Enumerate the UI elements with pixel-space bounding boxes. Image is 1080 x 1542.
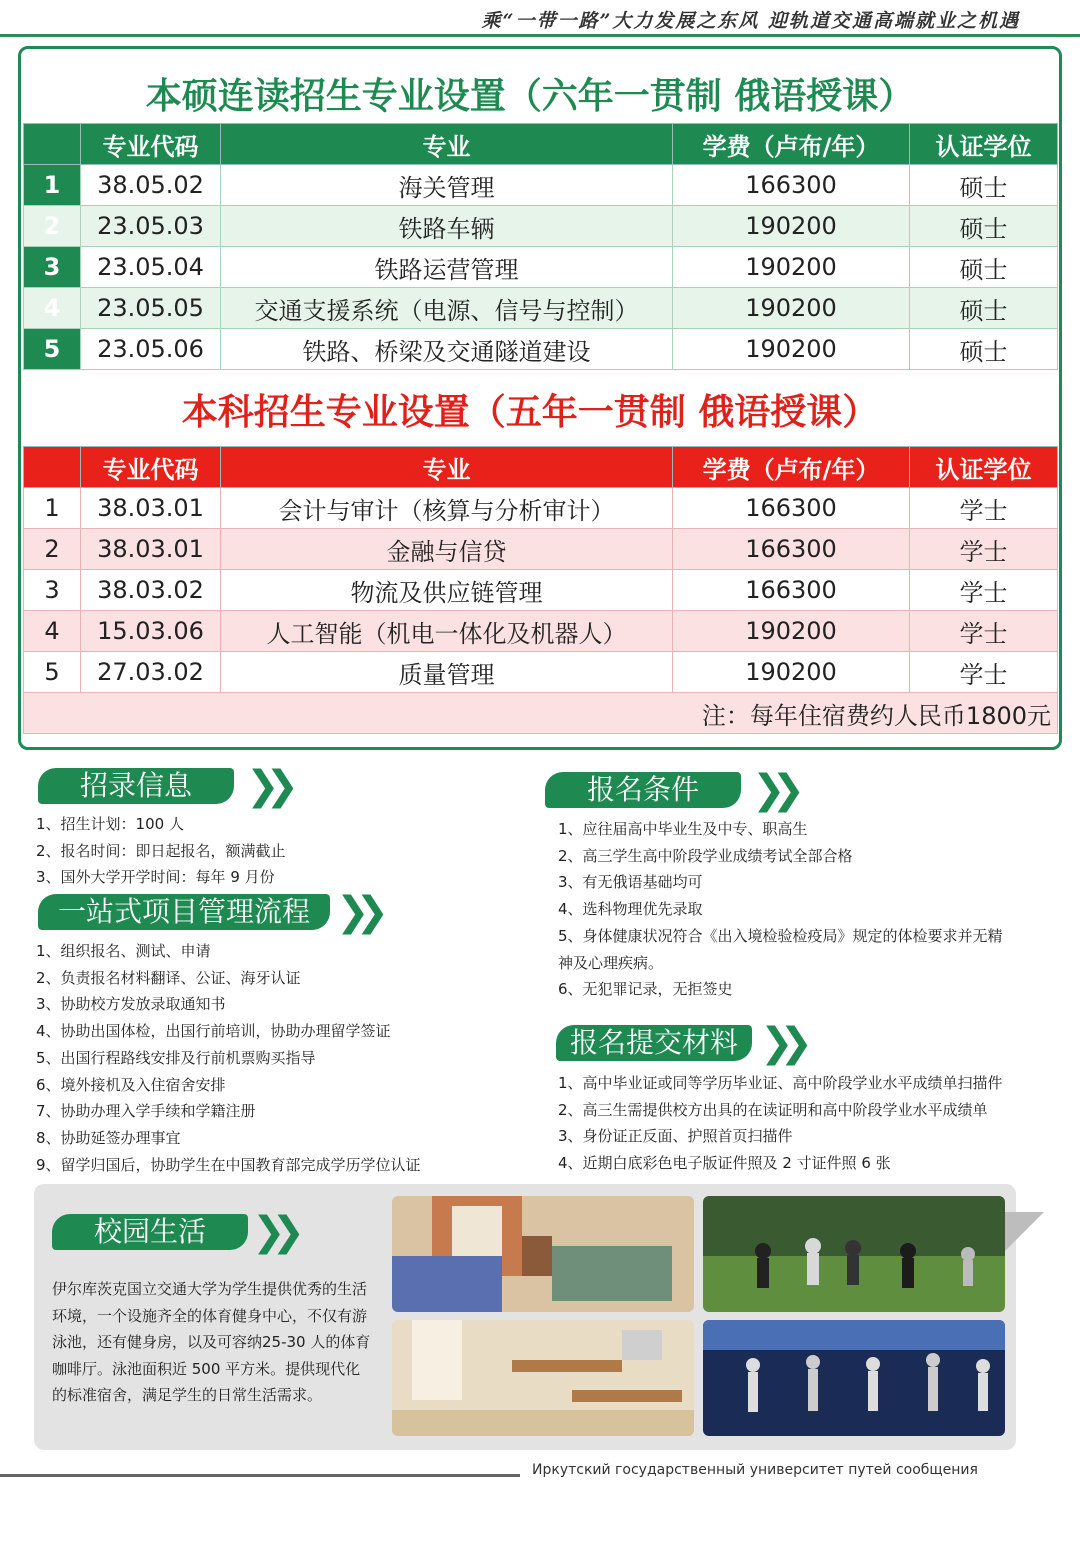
degree: 学士 xyxy=(910,488,1058,529)
tuition-fee: 166300 xyxy=(673,488,910,529)
major-code: 38.03.01 xyxy=(81,488,221,529)
chevron-right-icon: ❯❯ xyxy=(252,1209,292,1255)
row-number: 3 xyxy=(24,247,81,288)
decorative-corner xyxy=(1002,1212,1044,1254)
degree: 学士 xyxy=(910,570,1058,611)
list-item: 4、近期白底彩色电子版证件照及 2 寸证件照 6 张 xyxy=(558,1154,891,1173)
row-number: 2 xyxy=(24,206,81,247)
table-row xyxy=(24,165,1058,206)
materials-list xyxy=(558,1070,1003,1177)
column-header: 专业代码 xyxy=(81,124,221,165)
column-header: 学费（卢布/年） xyxy=(673,124,910,165)
list-item: 5、出国行程路线安排及行前机票购买指导 xyxy=(36,1048,316,1067)
column-header: 专业代码 xyxy=(81,447,221,488)
list-item: 7、协助办理入学手续和学籍注册 xyxy=(36,1102,256,1121)
major-name: 海关管理 xyxy=(221,165,673,206)
chevron-right-icon: ❯❯ xyxy=(760,1020,800,1066)
table-row xyxy=(24,206,1058,247)
list-item: 4、选科物理优先录取 xyxy=(558,900,703,919)
tuition-fee: 190200 xyxy=(673,247,910,288)
degree: 学士 xyxy=(910,652,1058,693)
table-row xyxy=(24,329,1058,370)
tuition-fee: 166300 xyxy=(673,570,910,611)
row-number: 1 xyxy=(24,165,81,206)
table-row xyxy=(24,247,1058,288)
bachelor-table xyxy=(23,446,1058,734)
list-item: 3、有无俄语基础均可 xyxy=(558,873,703,892)
list-item: 2、负责报名材料翻译、公证、海牙认证 xyxy=(36,968,301,987)
degree: 硕士 xyxy=(910,288,1058,329)
major-code: 38.05.02 xyxy=(81,165,221,206)
column-header: 学费（卢布/年） xyxy=(673,447,910,488)
admission-heading: 招录信息 xyxy=(38,768,234,804)
column-header: 专业 xyxy=(221,124,673,165)
major-name: 金融与信贷 xyxy=(221,529,673,570)
campus-description: 伊尔库茨克国立交通大学为学生提供优秀的生活环境，一个设施齐全的体育健身中心，不仅有游泳池，还有健身房，以及可容纳25-30 人的体育咖啡厅。泳池面积近 500 平方米。提供现代化的标准宿舍，满足学生的日常生活需求。 xyxy=(52,1280,371,1404)
master-table xyxy=(23,123,1058,370)
row-number: 1 xyxy=(24,488,81,529)
chevron-right-icon: ❯❯ xyxy=(336,889,376,935)
tuition-fee: 166300 xyxy=(673,529,910,570)
row-number: 3 xyxy=(24,570,81,611)
list-item: 3、身份证正反面、护照首页扫描件 xyxy=(558,1127,793,1146)
list-item: 神及心理疾病。 xyxy=(558,953,664,972)
table-row xyxy=(24,611,1058,652)
degree: 硕士 xyxy=(910,206,1058,247)
list-item: 3、国外大学开学时间：每年 9 月份 xyxy=(36,868,275,887)
degree: 硕士 xyxy=(910,329,1058,370)
dance-photo xyxy=(703,1320,1005,1436)
tuition-fee: 190200 xyxy=(673,206,910,247)
major-name: 交通支援系统（电源、信号与控制） xyxy=(221,288,673,329)
major-code: 23.05.06 xyxy=(81,329,221,370)
row-number: 2 xyxy=(24,529,81,570)
list-item: 5、身体健康状况符合《出入境检验检疫局》规定的体检要求并无精 xyxy=(558,926,1003,945)
major-name: 铁路车辆 xyxy=(221,206,673,247)
list-item: 1、应往届高中毕业生及中专、职高生 xyxy=(558,820,808,838)
major-name: 会计与审计（核算与分析审计） xyxy=(221,488,673,529)
study-room-photo xyxy=(392,1320,694,1436)
major-code: 23.05.05 xyxy=(81,288,221,329)
table-row xyxy=(24,288,1058,329)
footer-divider xyxy=(0,1474,520,1477)
major-name: 铁路、桥梁及交通隧道建设 xyxy=(221,329,673,370)
table-row xyxy=(24,570,1058,611)
table-row xyxy=(24,529,1058,570)
degree: 学士 xyxy=(910,529,1058,570)
footer-university-name: Иркутский государственный университет путей сообщения xyxy=(532,1462,978,1478)
header-divider xyxy=(0,34,1080,37)
master-title: 本硕连读招生专业设置（六年一贯制 俄语授课） xyxy=(145,76,915,117)
major-code: 27.03.02 xyxy=(81,652,221,693)
football-photo xyxy=(703,1196,1005,1312)
major-code: 38.03.01 xyxy=(81,529,221,570)
list-item: 6、无犯罪记录，无拒签史 xyxy=(558,980,733,999)
conditions-list xyxy=(558,816,1003,1003)
list-item: 2、高三生需提供校方出具的在读证明和高中阶段学业水平成绩单 xyxy=(558,1100,988,1119)
list-item: 9、留学归国后，协助学生在中国教育部完成学历学位认证 xyxy=(36,1155,421,1174)
major-code: 23.05.03 xyxy=(81,206,221,247)
bachelor-title: 本科招生专业设置（五年一贯制 俄语授课） xyxy=(181,392,879,433)
tuition-fee: 166300 xyxy=(673,165,910,206)
major-code: 23.05.04 xyxy=(81,247,221,288)
accommodation-note: 注：每年住宿费约人民币1800元 xyxy=(24,693,1058,734)
list-item: 1、招生计划：100 人 xyxy=(36,815,184,833)
row-number: 5 xyxy=(24,329,81,370)
list-item: 1、高中毕业证或同等学历毕业证、高中阶段学业水平成绩单扫描件 xyxy=(558,1074,1003,1092)
list-item: 1、组织报名、测试、申请 xyxy=(36,942,211,960)
tuition-fee: 190200 xyxy=(673,652,910,693)
header-slogan: 乘“一带一路”大力发展之东风 迎轨道交通高端就业之机遇 xyxy=(481,10,1020,32)
major-name: 物流及供应链管理 xyxy=(221,570,673,611)
row-number: 4 xyxy=(24,288,81,329)
chevron-right-icon: ❯❯ xyxy=(246,763,286,809)
materials-heading: 报名提交材料 xyxy=(556,1025,752,1061)
campus-heading: 校园生活 xyxy=(52,1214,248,1250)
chevron-right-icon: ❯❯ xyxy=(752,767,792,813)
row-number: 4 xyxy=(24,611,81,652)
degree: 硕士 xyxy=(910,247,1058,288)
process-list xyxy=(36,938,421,1178)
tuition-fee: 190200 xyxy=(673,611,910,652)
process-heading: 一站式项目管理流程 xyxy=(38,894,330,930)
column-header: 认证学位 xyxy=(910,447,1058,488)
column-header xyxy=(24,124,81,165)
conditions-heading: 报名条件 xyxy=(545,772,741,808)
table-row xyxy=(24,488,1058,529)
list-item: 3、协助校方发放录取通知书 xyxy=(36,995,226,1014)
list-item: 6、境外接机及入住宿舍安排 xyxy=(36,1075,226,1094)
degree: 硕士 xyxy=(910,165,1058,206)
major-name: 铁路运营管理 xyxy=(221,247,673,288)
list-item: 8、协助延签办理事宜 xyxy=(36,1128,181,1147)
major-code: 15.03.06 xyxy=(81,611,221,652)
tuition-fee: 190200 xyxy=(673,288,910,329)
major-name: 人工智能（机电一体化及机器人） xyxy=(221,611,673,652)
degree: 学士 xyxy=(910,611,1058,652)
list-item: 4、协助出国体检，出国行前培训，协助办理留学签证 xyxy=(36,1022,391,1041)
column-header: 专业 xyxy=(221,447,673,488)
column-header: 认证学位 xyxy=(910,124,1058,165)
major-name: 质量管理 xyxy=(221,652,673,693)
tuition-fee: 190200 xyxy=(673,329,910,370)
major-code: 38.03.02 xyxy=(81,570,221,611)
row-number: 5 xyxy=(24,652,81,693)
admission-list xyxy=(36,811,286,891)
dormitory-photo xyxy=(392,1196,694,1312)
table-row xyxy=(24,652,1058,693)
list-item: 2、报名时间：即日起报名，额满截止 xyxy=(36,841,286,860)
list-item: 2、高三学生高中阶段学业成绩考试全部合格 xyxy=(558,846,853,865)
column-header xyxy=(24,447,81,488)
